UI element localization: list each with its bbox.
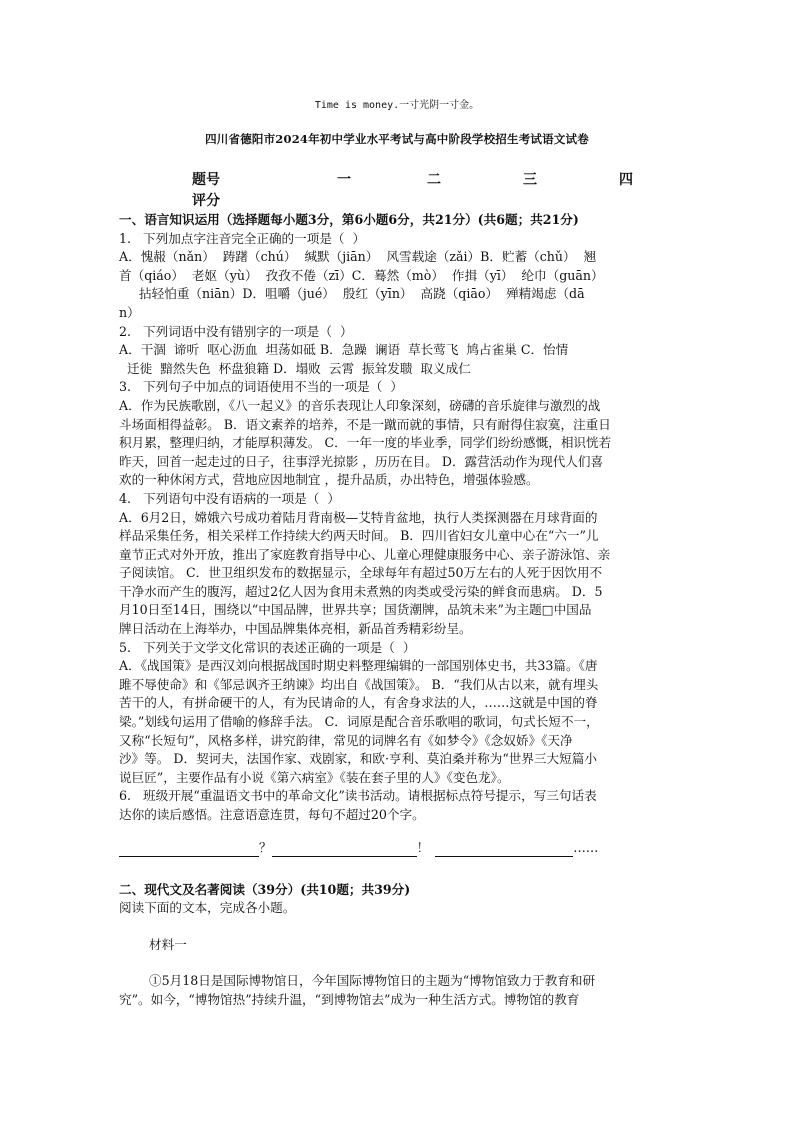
question-line: 月10日至14日，围绕以“中国品牌，世界共享；国货潮牌，品筑未来”为主题□中国品 (119, 602, 592, 618)
question-line: 1. 下列加点字注音完全正确的一项是（ ） (119, 230, 366, 246)
question-line: A．6月2日，嫦娥六号成功着陆月背南极—艾特肯盆地，执行人类探测器在月球背面的 (119, 509, 598, 525)
question-line: A．《战国策》是西汉刘向根据战国时期史料整理编辑的一部国别体史书，共33篇。《唐 (119, 658, 598, 674)
motto-line: Time is money.一寸光阴一寸金。 (314, 100, 480, 111)
score-row-label: 评分 (192, 193, 220, 209)
question-line: 首（qiáo） 老妪（yù） 孜孜不倦（zī）C．蓦然（mò） 作揖（yī） 纶巾（guān） (119, 267, 604, 283)
question-line: 5. 下列关于文学文化常识的表述正确的一项是（ ） (119, 639, 416, 655)
score-table-header (192, 169, 642, 189)
material-para-line-2: 究”。如今，“博物馆热”持续升温，“到博物馆去”成为一种生活方式。博物馆的教育 (119, 991, 580, 1007)
question-line: 苦干的人，有拼命硬干的人，有为民请命的人，有舍身求法的人，……这就是中国的脊 (119, 695, 598, 711)
score-col-4: 四 (619, 172, 633, 188)
question-line: 昨天，回首一起走过的日子，往事浮光掠影 ，历历在目。 D．露营活动作为现代人们喜 (119, 453, 604, 469)
exam-content (119, 211, 675, 1010)
question-line: 3. 下列句子中加点的词语使用不当的一项是（ ） (119, 379, 403, 395)
score-col-3: 三 (523, 172, 537, 188)
exam-title: 四川省德阳市2024年初中学业水平考试与高中阶段学校招生考试语文试卷 (205, 132, 589, 146)
question-line: A．作为民族歌剧，《八一起义》的音乐表现让人印象深刻，磅礴的音乐旋律与激烈的战 (119, 397, 601, 413)
answer-blank-3[interactable] (435, 842, 573, 857)
question-line: 4. 下列语句中没有语病的一项是（ ） (119, 490, 340, 506)
question-line: 拈轻怕重（niān）D．咀嚼（jué） 殷红（yīn） 高跷（qiāo） 殚精竭虑（dā (119, 286, 585, 302)
question-line: 牌日活动在上海举办，中国品牌集体亮相，新品首秀精彩纷呈。 (119, 621, 472, 637)
question-line: 又称“长短句”，风格多样，讲究韵律，常见的词牌名有《如梦令》《念奴娇》《天净 (119, 732, 573, 748)
question-line: n） (119, 304, 140, 320)
blank-punct-exclaim: ！ (416, 839, 430, 855)
question-line: 童节正式对外开放，推出了家庭教育指导中心、儿童心理健康服务中心、亲子游泳馆、亲 (119, 546, 611, 562)
question-line: 达你的读后感悟。注意语意连贯，每句不超过20个字。 (119, 807, 425, 822)
blank-punct-ellipsis: …… (573, 839, 599, 855)
question-line: A．干涸 谛听 呕心沥血 坦荡如砥 B．急躁 谰语 草长莺飞 鸠占雀巢 C．怡情 (119, 342, 569, 358)
question-line: 欢的一种休闲方式，营地应因地制宜 ，提升品质，办出特色，增强体验感。 (119, 472, 539, 488)
question-line: 干净水而产生的腹泻，超过2亿人因为食用未煮熟的肉类或受污染的鲜食而患病。 D．5 (119, 583, 603, 599)
score-col-1: 一 (337, 172, 351, 188)
question-line: 雎不辱使命》和《邹忌讽齐王纳谏》均出自《战国策》。 B．“我们从古以来，就有埋头 (119, 676, 599, 692)
blank-punct-question: ？ (259, 839, 272, 855)
question-line: 斗场面相得益彰。 B．语文素养的培养，不是一蹴而就的事情，只有耐得住寂寞，注重日 (119, 416, 611, 432)
question-line: A．愧赧（nǎn） 踌躇（chú） 缄默（jiān） 风雪载途（zǎi）B．贮蓄（chǔ） 翘 (119, 249, 597, 265)
score-col-2: 二 (427, 172, 441, 188)
section-2-heading: 二、现代文及名著阅读（39分）(共10题；共39分) (119, 881, 411, 897)
question-line: 积月累，整理归纳，才能厚积薄发。 C．一年一度的毕业季，同学们纷纷感慨，相识恍若 (119, 435, 612, 451)
score-table-label: 题号 (192, 172, 220, 188)
answer-blanks-row (119, 839, 675, 863)
question-line: 6. 班级开展“重温语文书中的革命文化”读书活动。请根据标点符号提示，写三句话表 (119, 788, 597, 804)
section-2-intro: 阅读下面的文本，完成各小题。 (119, 900, 296, 916)
question-line: 样品采集任务，相关采样工作持续大约两天时间。 B．四川省妇女儿童中心在“六一”儿 (119, 528, 599, 544)
answer-blank-2[interactable] (272, 842, 417, 857)
section-1-body (119, 230, 675, 825)
question-line: 说巨匠”，主要作品有小说《第六病室》《装在套子里的人》《变色龙》。 (119, 769, 510, 785)
question-line: 梁。”划线句运用了借喻的修辞手法。 C．词原是配合音乐歌唱的歌词，句式长短不一， (119, 714, 599, 730)
answer-blank-1[interactable] (119, 842, 259, 857)
question-line: 迁徙 黯然失色 杯盘狼籍 D．塌败 云霄 振耸发聩 取义成仁 (119, 360, 471, 376)
question-line: 沙》等。 D．契诃夫，法国作家、戏剧家，和欧·亨利、莫泊桑并称为“世界三大短篇小 (119, 751, 597, 767)
question-line: 2. 下列词语中没有错别字的一项是（ ） (119, 323, 353, 339)
material-label: 材料一 (149, 936, 187, 952)
question-line: 子阅读馆。 C．世卫组织发布的数据显示，全球每年有超过50万左右的人死于因饮用不 (119, 565, 603, 581)
material-para-line-1: ①5月18日是国际博物馆日，今年国际博物馆日的主题为“博物馆致力于教育和研 (149, 973, 596, 989)
section-1-heading: 一、语言知识运用（选择题每小题3分，第6小题6分，共21分）(共6题；共21分) (119, 212, 579, 227)
